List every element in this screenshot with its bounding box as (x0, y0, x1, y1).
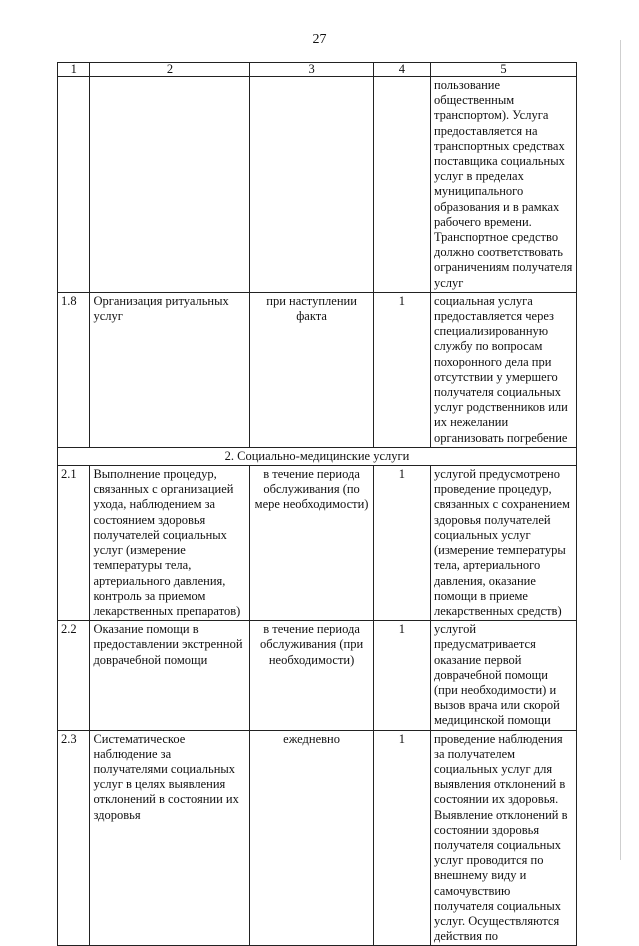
service-name (90, 77, 250, 293)
service-count (373, 77, 430, 293)
service-count: 1 (373, 292, 430, 447)
service-description: услугой предусмотрено проведение процедур, связанных с сохранением здоровья получателей социальных услуг (измерение температуры тела, артериального давления, оказание помощи в приеме лекарственных средств) (431, 466, 577, 621)
service-description: социальная услуга предоставляется через специализированную службу по вопросам похоронного дела при отсутствии у умершего получателя социальных услуг родственников или их нежелании организовать погребение (431, 292, 577, 447)
table-row (58, 466, 577, 621)
service-count: 1 (373, 621, 430, 730)
table-row (58, 77, 577, 293)
header-cell-3: 3 (250, 63, 373, 77)
service-timing: в течение периода обслуживания (по мере необходимости) (250, 466, 373, 621)
service-timing: в течение периода обслуживания (при необходимости) (250, 621, 373, 730)
services-table (57, 62, 577, 946)
header-cell-4: 4 (373, 63, 430, 77)
row-number: 1.8 (58, 292, 90, 447)
section-title: 2. Социально-медицинские услуги (58, 447, 577, 465)
row-number: 2.2 (58, 621, 90, 730)
service-name: Систематическое наблюдение за получателями социальных услуг в целях выявления отклонений в состоянии их здоровья (90, 730, 250, 946)
header-cell-2: 2 (90, 63, 250, 77)
service-description: пользование общественным транспортом). Услуга предоставляется на транспортных средствах поставщика социальных услуг в пределах муниципального образования и в рамках рабочего времени. Транспортное средство должно соответствовать ограничениям получателя услуг (431, 77, 577, 293)
service-description: услугой предусматривается оказание первой доврачебной помощи (при необходимости) и вызов врача или скорой медицинской помощи (431, 621, 577, 730)
service-timing: при наступлении факта (250, 292, 373, 447)
table-row (58, 292, 577, 447)
scan-artifact-line (620, 40, 621, 860)
service-count: 1 (373, 730, 430, 946)
table-row (58, 621, 577, 730)
row-number: 2.1 (58, 466, 90, 621)
service-count: 1 (373, 466, 430, 621)
table-row (58, 730, 577, 946)
row-number: 2.3 (58, 730, 90, 946)
service-timing: ежедневно (250, 730, 373, 946)
service-name: Оказание помощи в предоставлении экстренной доврачебной помощи (90, 621, 250, 730)
section-heading-row (58, 447, 577, 465)
page-number: 27 (312, 32, 327, 47)
service-description: проведение наблюдения за получателем социальных услуг для выявления отклонений в состоянии их здоровья. Выявление отклонений в состоянии здоровья получателя социальных услуг проводится по внешнему виду и самочувствию получателя социальных услуг. Осуществляются действия по (431, 730, 577, 946)
service-name: Организация ритуальных услуг (90, 292, 250, 447)
service-name: Выполнение процедур, связанных с организацией ухода, наблюдением за состоянием здоровья получателей социальных услуг (измерение температуры тела, артериального давления, контроль за приемом лекарственных препаратов) (90, 466, 250, 621)
header-cell-1: 1 (58, 63, 90, 77)
row-number (58, 77, 90, 293)
header-row (58, 63, 577, 77)
service-timing (250, 77, 373, 293)
header-cell-5: 5 (431, 63, 577, 77)
